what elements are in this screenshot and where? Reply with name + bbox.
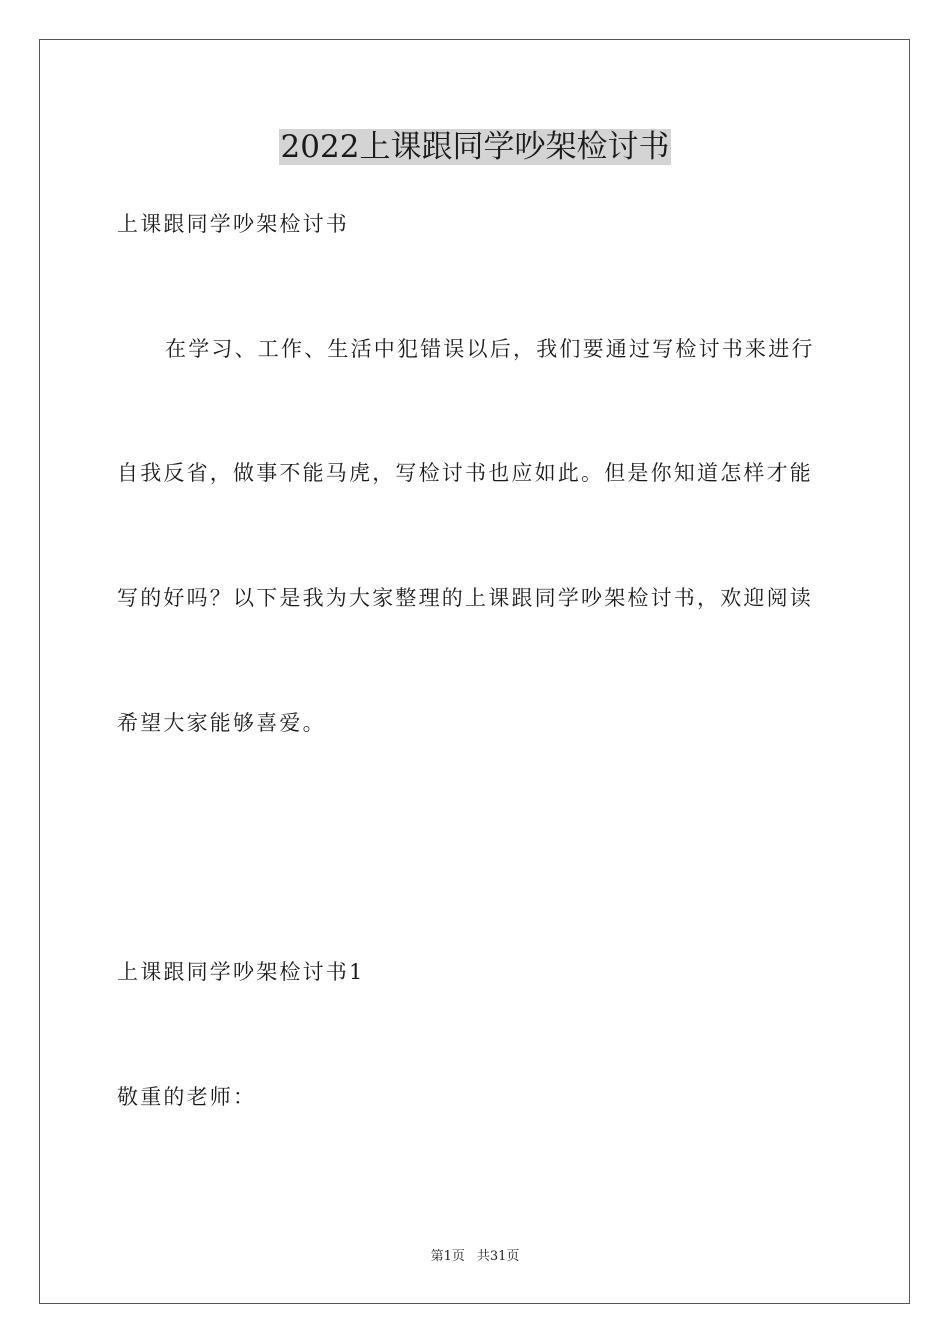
document-subtitle: 上课跟同学吵架检讨书 [117, 212, 349, 236]
paragraph-line-4: 希望大家能够喜爱。 [117, 711, 326, 735]
paragraph-line-2: 自我反省，做事不能马虎，写检讨书也应如此。但是你知道怎样才能 [117, 461, 813, 485]
page-total: 共31页 [476, 1249, 520, 1264]
document-title [0, 124, 950, 170]
page-number: 第1页 [430, 1249, 465, 1264]
paragraph-line-1: 在学习、工作、生活中犯错误以后，我们要通过写检讨书来进行 [165, 337, 815, 361]
paragraph-line-3: 写的好吗？以下是我为大家整理的上课跟同学吵架检讨书，欢迎阅读 [117, 586, 813, 610]
section-heading: 上课跟同学吵架检讨书1 [117, 960, 365, 984]
document-title-text: 2022上课跟同学吵架检讨书 [280, 129, 670, 165]
salutation: 敬重的老师： [117, 1085, 257, 1109]
page-footer [0, 1248, 950, 1266]
